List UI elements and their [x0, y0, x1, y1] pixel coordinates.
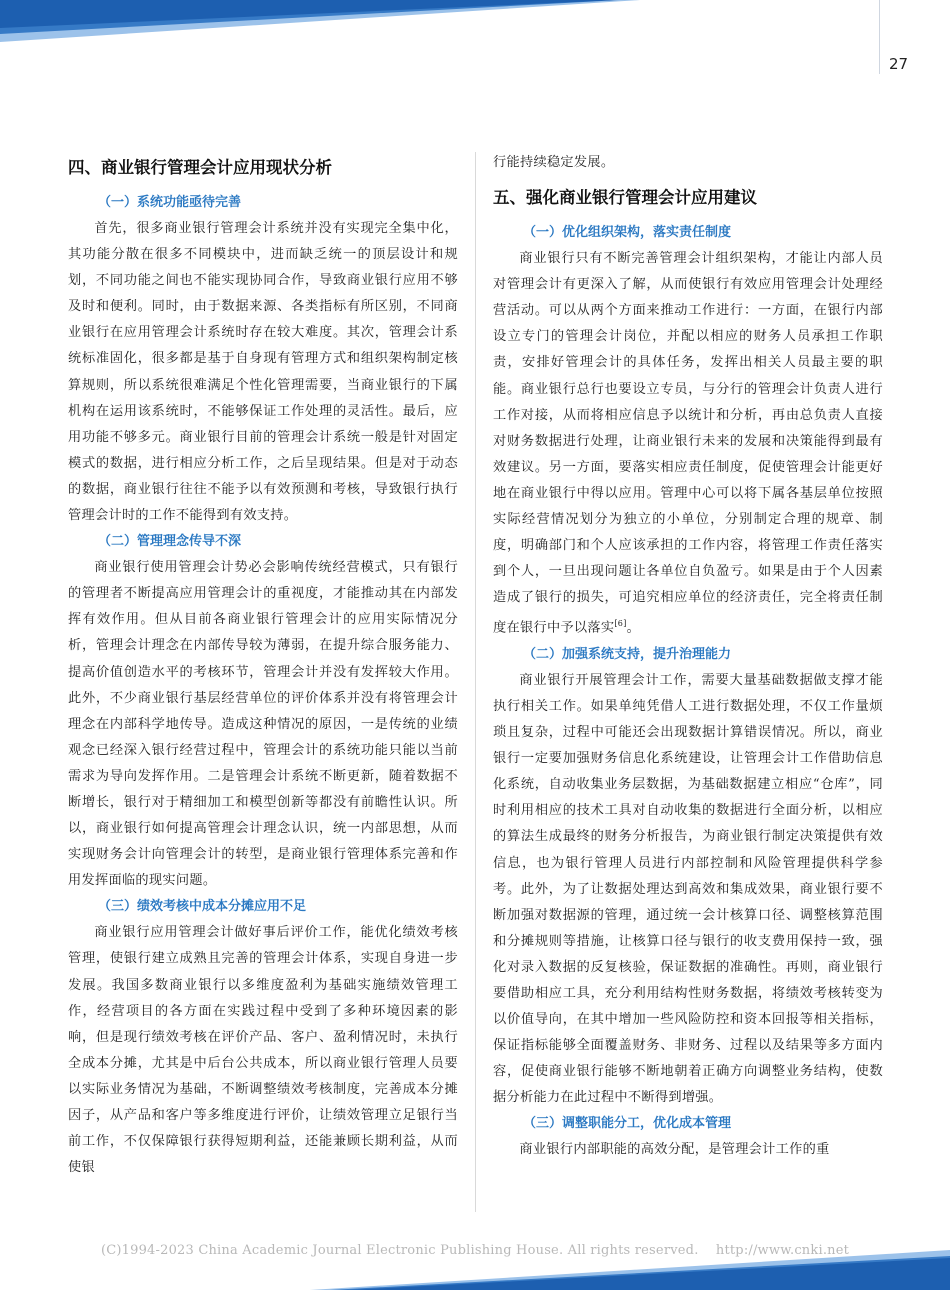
top-decorative-band	[0, 0, 950, 42]
paragraph: 商业银行使用管理会计势必会影响传统经营模式，只有银行的管理者不断提高应用管理会计的重视度，才能推动其在内部发挥有效作用。但从目前各商业银行管理会计的应用实际情况分析，管理会计理念在内部传导较为薄弱，在提升综合服务能力、提高价值创造水平的考核环节，管理会计并没有发挥较大作用。此外，不少商业银行基层经营单位的评价体系并没有将管理会计理念在内部科学地传导。造成这种情况的原因，一是传统的业绩观念已经深入银行经营过程中，管理会计的系统功能只能以当前需求为导向发挥作用。二是管理会计系统不断更新，随着数据不断增长，银行对于精细加工和模型创新等都没有前瞻性认识。所以，商业银行如何提高管理会计理念认识，统一内部思想，从而实现财务会计向管理会计的转型，是商业银行管理体系完善和作用发挥面临的现实问题。	[68, 560, 458, 889]
subsection-heading-4-3: （三）绩效考核中成本分摊应用不足	[98, 899, 307, 915]
paragraph	[493, 246, 883, 642]
subsection-heading-5-3: （三）调整职能分工，优化成本管理	[523, 1116, 732, 1132]
continuation-text: 行能持续稳定发展。	[493, 155, 615, 170]
right-column	[493, 150, 883, 1164]
paragraph-text: 商业银行只有不断完善管理会计组织架构，才能让内部人员对管理会计有更深入了解，从而使银行有效应用管理会计处理经营活动。可以从两个方面来推动工作进行：一方面，在银行内部设立专门的管理会计岗位，并配以相应的财务人员承担工作职责，安排好管理会计的具体任务，发挥出相关人员最主要的职能。商业银行总行也要设立专员，与分行的管理会计负责人进行工作对接，从而将相应信息予以统计和分析，再由总负责人直接对财务数据进行处理，让商业银行未来的发展和决策能得到最有效建议。另一方面，要落实相应责任制度，促使管理会计能更好地在商业银行中得以应用。管理中心可以将下属各基层单位按照实际经营情况划分为独立的小单位，分别制定合理的规章、制度，明确部门和个人应该承担的工作内容，将管理工作责任落实到个人，一旦出现问题让各单位自负盈亏。如果是由于个人因素造成了银行的损失，可追究相应单位的经济责任，完全将责任制度在银行中予以落实	[493, 251, 883, 636]
paragraph: 商业银行开展管理会计工作，需要大量基础数据做支撑才能执行相关工作。如果单纯凭借人工进行数据处理，不仅工作量烦琐且复杂，过程中可能还会出现数据计算错误情况。所以，商业银行一定要加强财务信息化系统建设，让管理会计工作借助信息化系统，自动收集业务层数据，为基础数据建立相应“仓库”，同时利用相应的技术工具对自动收集的数据进行全面分析，以相应的算法生成最终的财务分析报告，为商业银行制定决策提供有效信息，也为银行管理人员进行内部控制和风险管理提供科学参考。此外，为了让数据处理达到高效和集成效果，商业银行要不断加强对数据源的管理，通过统一会计核算口径、调整核算范围和分摊规则等措施，让核算口径与银行的收支费用保持一致，强化对录入数据的反复核验，保证数据的准确性。再则，商业银行要借助相应工具，充分利用结构性财务数据，将绩效考核转变为以价值导向，在其中增加一些风险防控和资本回报等相关指标，保证指标能够全面覆盖财务、非财务、过程以及结果等多方面内容，促使商业银行能够不断地朝着正确方向调整业务结构，使数据分析能力在此过程中不断得到增强。	[493, 672, 883, 1106]
subsection-heading-4-2: （二）管理理念传导不深	[98, 534, 242, 550]
subsection-heading-5-2: （二）加强系统支持，提升治理能力	[523, 646, 732, 662]
paragraph: 商业银行应用管理会计做好事后评价工作，能优化绩效考核管理，使银行建立成熟且完善的管理会计体系，实现自身进一步发展。我国多数商业银行以多维度盈利为基础实施绩效管理工作，经营项目的各方面在实践过程中受到了多种环境因素的影响，但是现行绩效考核在评价产品、客户、盈利情况时，未执行全成本分摊，尤其是中后台公共成本，所以商业银行管理人员要以实际业务情况为基础，不断调整绩效考核制度，完善成本分摊因子，从产品和客户等多维度进行评价，让绩效管理立足银行当前工作，不仅保障银行获得短期利益，还能兼顾长期利益，从而使银	[68, 925, 458, 1176]
paragraph: 首先，很多商业银行管理会计系统并没有实现完全集中化，其功能分散在很多不同模块中，进而缺乏统一的顶层设计和规划，不同功能之间也不能实现协同合作，导致商业银行应用不够及时和便利。同时，由于数据来源、各类指标有所区别，不同商业银行在应用管理会计系统时存在较大难度。其次，管理会计系统标准固化，很多都是基于自身现有管理方式和组织架构制定核算规则，所以系统很难满足个性化管理需要，当商业银行的下属机构在运用该系统时，不能够保证工作处理的灵活性。最后，应用功能不够多元。商业银行目前的管理会计系统一般是针对固定模式的数据，进行相应分析工作，之后呈现结果。但是对于动态的数据，商业银行往往不能予以有效预测和考核，导致银行执行管理会计时的工作不能得到有效支持。	[68, 221, 458, 524]
section-title-4: 四、商业银行管理会计应用现状分析	[68, 158, 332, 177]
subsection-heading-4-1: （一）系统功能亟待完善	[98, 195, 242, 210]
paragraph: 商业银行内部职能的高效分配，是管理会计工作的重	[519, 1142, 830, 1158]
column-divider	[475, 152, 476, 1212]
left-column	[68, 154, 458, 1181]
citation-marker: [6]	[614, 619, 627, 629]
subsection-heading-5-1: （一）优化组织架构，落实责任制度	[523, 225, 732, 241]
cnki-url: http://www.cnki.net	[715, 1243, 850, 1258]
copyright-text: (C)1994-2023 China Academic Journal Electronic Publishing House. All rights reserved.	[100, 1243, 699, 1258]
bottom-decorative-band	[0, 1250, 950, 1290]
section-title-5: 五、强化商业银行管理会计应用建议	[493, 188, 757, 208]
page-number-rule	[879, 0, 880, 74]
paragraph-end: 。	[626, 620, 641, 636]
page-number: 27	[889, 55, 909, 73]
